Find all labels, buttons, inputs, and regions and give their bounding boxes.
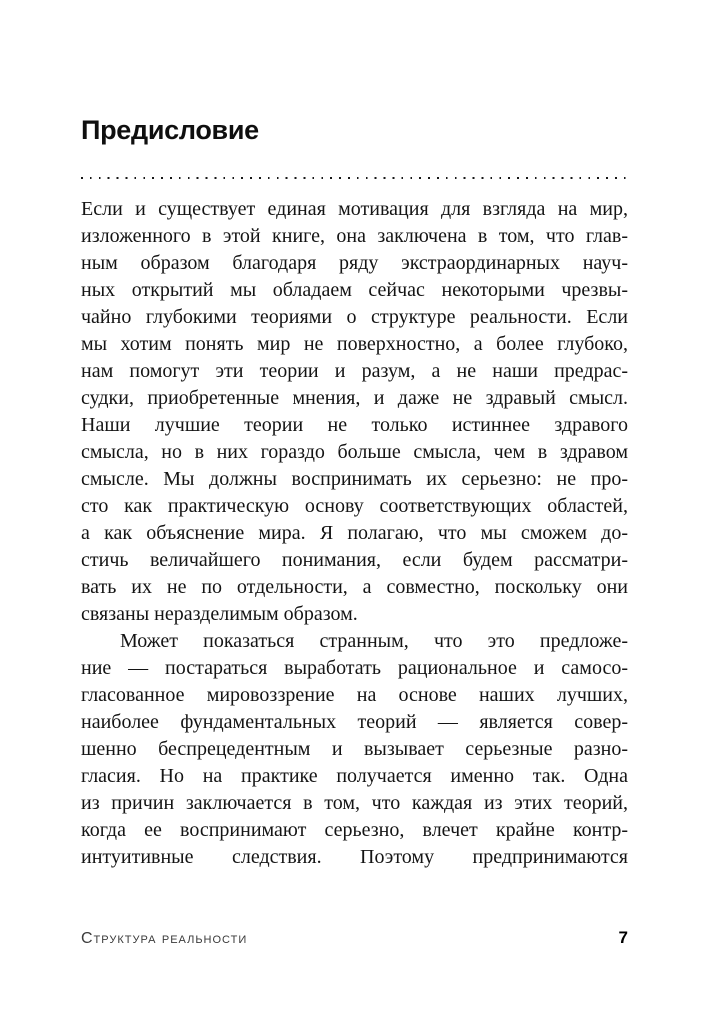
- text-line: ным образом благодаря ряду экстраординарных науч-: [81, 252, 628, 274]
- footer-book-title: Структура реальности: [81, 930, 248, 947]
- text-line: вать их не по отдельности, а совместно, поскольку они: [81, 576, 628, 598]
- text-line: ных открытий мы обладаем сейчас некоторыми чрезвы-: [81, 279, 628, 301]
- body-text: [81, 196, 628, 871]
- text-line: а как объяснение мира. Я полагаю, что мы сможем до-: [81, 522, 628, 544]
- text-line: шенно беспрецедентным и вызывает серьезные разно-: [81, 738, 628, 760]
- text-line: связаны неразделимым образом.: [81, 603, 358, 625]
- text-line: чайно глубокими теориями о структуре реальности. Если: [81, 306, 628, 328]
- text-line: из причин заключается в том, что каждая из этих теорий,: [81, 792, 628, 814]
- text-line: Может показаться странным, что это предложе-: [120, 630, 628, 652]
- text-line: смысла, но в них гораздо больше смысла, чем в здравом: [81, 441, 628, 463]
- footer: [81, 928, 628, 948]
- paragraph: [81, 628, 628, 871]
- text-line: сто как практическую основу соответствующих областей,: [81, 495, 628, 517]
- text-line: наиболее фундаментальных теорий — является совер-: [81, 711, 628, 733]
- text-line: гласия. Но на практике получается именно так. Одна: [81, 765, 628, 787]
- text-line: Наши лучшие теории не только истиннее здравого: [81, 414, 628, 436]
- text-line: мы хотим понять мир не поверхностно, а более глубоко,: [81, 333, 628, 355]
- dotted-separator: [81, 177, 626, 179]
- text-line: интуитивные следствия. Поэтому предпринимаются: [81, 846, 628, 868]
- text-line: смысле. Мы должны воспринимать их серьезно: не про-: [81, 468, 628, 490]
- text-line: гласованное мировоззрение на основе наших лучших,: [81, 684, 628, 706]
- text-line: стичь величайшего понимания, если будем рассматри-: [81, 549, 628, 571]
- text-line: ние — постараться выработать рациональное и самосо-: [81, 657, 628, 679]
- text-line: Если и существует единая мотивация для взгляда на мир,: [81, 198, 628, 220]
- page-title: Предисловие: [81, 115, 259, 146]
- paragraph: [81, 196, 628, 628]
- page-number: 7: [618, 928, 628, 947]
- text-line: нам помогут эти теории и разум, а не наши предрас-: [81, 360, 628, 382]
- text-line: изложенного в этой книге, она заключена в том, что глав-: [81, 225, 628, 247]
- text-line: когда ее воспринимают серьезно, влечет крайне контр-: [81, 819, 628, 841]
- text-line: судки, приобретенные мнения, и даже не здравый смысл.: [81, 387, 628, 409]
